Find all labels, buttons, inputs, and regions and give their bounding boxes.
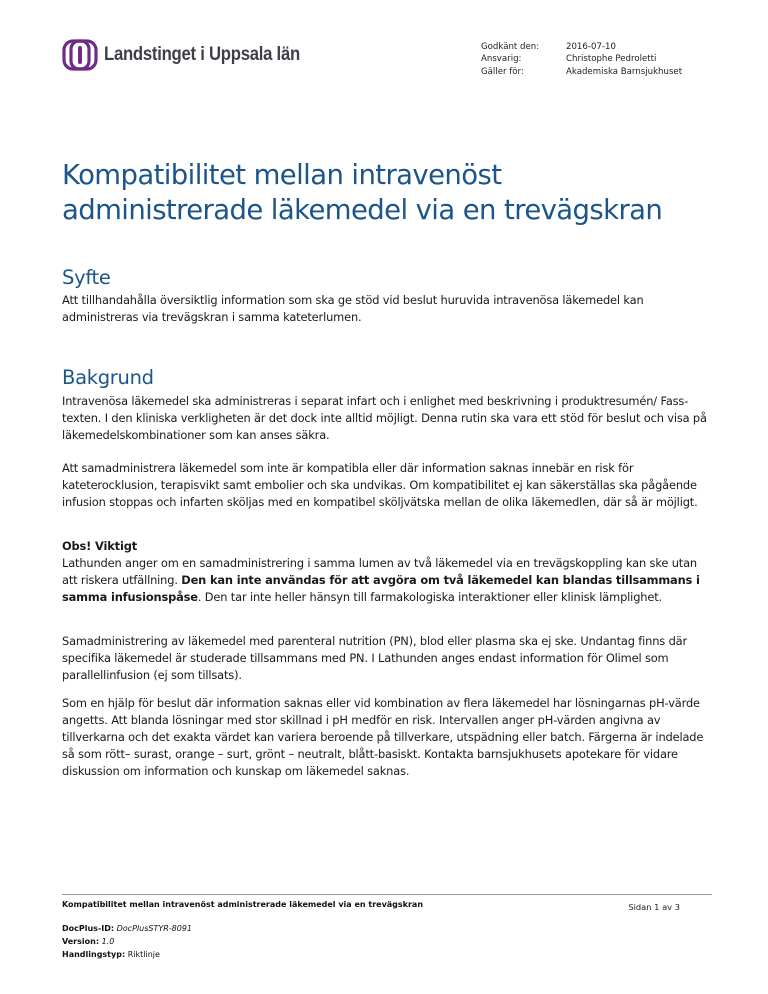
meta-value-approved: 2016-07-10 <box>566 42 616 52</box>
type-label: Handlingstyp: <box>62 950 126 960</box>
document-title: Kompatibilitet mellan intravenöst administrerade läkemedel via en trevägskran <box>62 159 663 226</box>
important-heading: Obs! Viktigt <box>62 539 138 553</box>
bakgrund-paragraph-1: Intravenösa läkemedel ska administreras i separat infart och i enlighet med beskrivning i produktresumén/ Fass-texten. I den kliniska verkligheten är det dock inte alltid möjligt. Denna rutin ska vara ett stöd för beslut och visa på läkemedelskombinationer som kan anses säkra. <box>62 394 707 442</box>
meta-label-applies-to: Gäller för: <box>481 66 524 77</box>
docplus-value: DocPlusSTYR-8091 <box>116 924 193 933</box>
document-meta-labels <box>481 41 539 78</box>
syfte-paragraph: Att tillhandahålla översiktlig information som ska ge stöd vid beslut huruvida intravenösa läkemedel kan administreras via trevägskran i samma kateterlumen. <box>62 293 644 324</box>
bakgrund-paragraph-ph: Som en hjälp för beslut där information saknas eller vid kombination av flera läkemedel har lösningarnas pH-värde angetts. Att blanda lösningar med stor skillnad i pH medför en risk. Intervallen anger pH-värden angivna av tillverkarna och det exakta värdet kan variera beroende på tillverkare, utspädning eller batch. Färgerna är indelade så som rött– surast, orange – surt, grönt – neutralt, blått-basiskt. Kontakta barnsjukhusets apotekare för vidare diskussion om information och kunskap om läkemedel saknas. <box>62 696 704 778</box>
footer-version-row <box>62 935 192 948</box>
important-text-bold: Den kan inte användas för att avgöra om två läkemedel kan blandas tillsammans i samma infusionspåse <box>62 573 700 604</box>
footer-type-row <box>62 948 192 961</box>
meta-label-approved: Godkänt den: <box>481 42 540 52</box>
organization-logo <box>62 38 327 72</box>
docplus-label: DocPlus-ID: <box>62 924 115 933</box>
type-value: Riktlinje <box>127 950 160 960</box>
footer-meta <box>62 922 192 962</box>
important-notice <box>62 538 712 606</box>
version-value: 1.0 <box>101 937 115 947</box>
footer-divider <box>62 894 712 895</box>
bakgrund-paragraph-pn: Samadministrering av läkemedel med parenteral nutrition (PN), blod eller plasma ska ej ske. Undantag finns där specifika läkemedel är studerade tillsammans med PN. I Lathunden anges endast information för Olimel som parallellinfusion (ej som tillsats). <box>62 634 688 682</box>
important-text-start: Lathunden anger om en samadministrering i samma lumen av två läkemedel via en trevägskoppling kan ske utan att riskera utfällning. <box>62 556 697 587</box>
landstinget-logo-icon <box>62 38 98 72</box>
logo-text: Landstinget i Uppsala län <box>104 44 300 65</box>
footer-title: Kompatibilitet mellan intravenöst administrerade läkemedel via en trevägskran <box>62 900 424 909</box>
version-label: Version: <box>62 937 100 947</box>
section-heading-syfte: Syfte <box>62 266 111 289</box>
bakgrund-paragraph-2: Att samadministrera läkemedel som inte är kompatibla eller där information saknas innebär en risk för kateterocklusion, terapisvikt samt embolier och ska undvikas. Om kompatibilitet ej kan säkerställas ska pågående infusion stoppas och infarten sköljas med en kompatibel sköljvätska mellan de olika läkemedlen, där så är möjligt. <box>62 461 698 509</box>
important-text-end: . Den tar inte heller hänsyn till farmakologiska interaktioner eller klinisk lämplighet. <box>197 590 662 604</box>
page-number: Sidan 1 av 3 <box>628 902 680 912</box>
meta-value-applies-to: Akademiska Barnsjukhuset <box>566 66 683 77</box>
section-heading-bakgrund: Bakgrund <box>62 366 154 389</box>
document-meta-values <box>566 41 682 78</box>
meta-value-responsible: Christophe Pedroletti <box>566 54 657 65</box>
meta-label-responsible: Ansvarig: <box>481 54 522 65</box>
footer-docplus-row <box>62 922 192 935</box>
